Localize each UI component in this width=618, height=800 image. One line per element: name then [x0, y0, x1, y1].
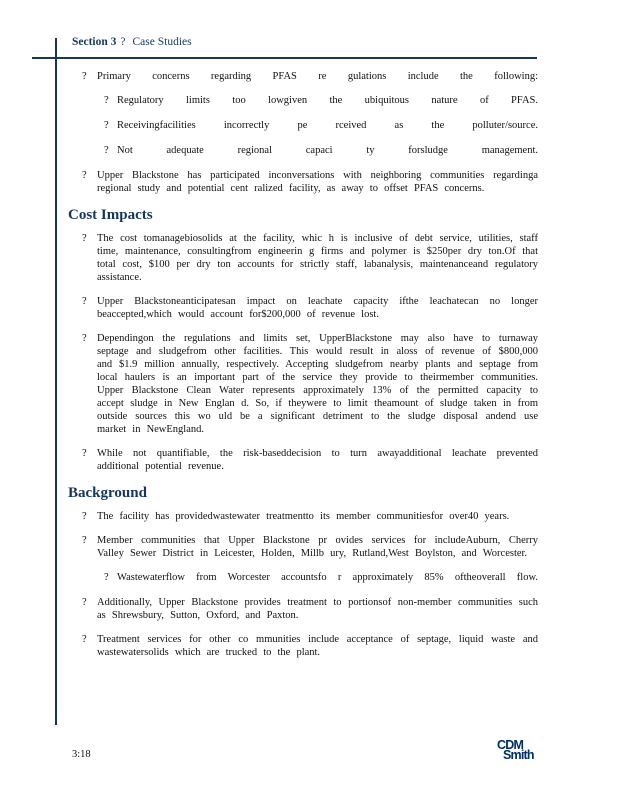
bullet-text: While not quantifiable, the risk-baseddecision to turn awayadditional leachate prevented additional potential revenue.	[97, 448, 538, 472]
bullet-item	[80, 596, 538, 622]
cdm-smith-logo	[497, 738, 534, 762]
bullet-item	[80, 332, 538, 436]
bullet-item	[102, 119, 538, 132]
bullet-item	[80, 295, 538, 321]
bullet-marker-icon: ?	[82, 448, 87, 459]
bullet-text: Treatment services for other co mmunities include acceptance of septage, liquid waste and wastewatersolids which are trucked to the plant.	[97, 634, 538, 658]
bullet-marker-icon: ?	[104, 95, 109, 106]
bullet-marker-icon: ?	[104, 120, 109, 131]
bullet-item	[80, 447, 538, 473]
section-heading: Background	[68, 485, 147, 501]
bullet-marker-icon: ?	[82, 233, 87, 244]
section-heading: Cost Impacts	[68, 207, 153, 223]
bullet-text: Receivingfacilities incorrectly pe rceived as the polluter/source.	[117, 120, 538, 131]
bullet-text: Upper Blackstone has participated inconversations with neighboring communities regardinga regional study and potential cent ralized facility, as away to offset PFAS concerns.	[97, 170, 538, 194]
bullet-marker-icon: ?	[104, 572, 109, 583]
document-body	[68, 70, 538, 670]
bullet-item	[102, 94, 538, 107]
bullet-marker-icon: ?	[82, 535, 87, 546]
bullet-item	[80, 232, 538, 284]
bullet-text: Regulatory limits too lowgiven the ubiquitous nature of PFAS.	[117, 95, 538, 106]
header-horizontal-rule	[32, 57, 537, 59]
bullet-item	[80, 169, 538, 195]
bullet-marker-icon: ?	[82, 597, 87, 608]
bullet-item	[80, 534, 538, 560]
bullet-marker-icon: ?	[82, 511, 87, 522]
bullet-text: Wastewaterflow from Worcester accountsfo r approximately 85% oftheoverall flow.	[117, 572, 538, 583]
bullet-item	[102, 571, 538, 584]
bullet-text: Member communities that Upper Blackstone pr ovides services for includeAuburn, Cherry Valley Sewer District in Leicester, Holden, Millb ury, Rutland,West Boylston, and Worcester.	[97, 535, 538, 559]
header-section-label: Section 3	[72, 36, 117, 48]
bullet-item	[80, 510, 538, 523]
bullet-marker-icon: ?	[104, 145, 109, 156]
page-number: 3:18	[72, 749, 91, 760]
header-separator: ?	[120, 36, 126, 48]
bullet-item	[80, 633, 538, 659]
header-title: Case Studies	[132, 36, 192, 48]
bullet-marker-icon: ?	[82, 634, 87, 645]
bullet-text: Dependingon the regulations and limits set, UpperBlackstone may also have to turnaway septage and sludgefrom other facilities. This would result in aloss of revenue of $800,000 and $1.9 million annually, respectively. Accepting sludgefrom nearby plants and septage from local haulers is an important part of the service they provide to theirmember communities. Upper Blackstone Clean Water represents approximately 13% of the permitted capacity to accept sludge in New Englan d. So, if theywere to limit theamount of sludge taken in from outside sources this wo uld be a significant detriment to the sludge disposal andend use market in NewEngland.	[97, 333, 538, 435]
bullet-text: Upper Blackstoneanticipatesan impact on leachate capacity ifthe leachatecan no longer beaccepted,which would account for$200,000 of revenue lost.	[97, 296, 538, 320]
bullet-text: The cost tomanagebiosolids at the facility, whic h is inclusive of debt service, utilities, staff time, maintenance, consultingfrom engineerin g firms and polymer is $250per dry ton.Of that total cost, $100 per dry ton accounts for strictly staff, labanalysis, maintenanceand regulatory assistance.	[97, 233, 538, 283]
bullet-marker-icon: ?	[82, 170, 87, 181]
bullet-marker-icon: ?	[82, 296, 87, 307]
bullet-marker-icon: ?	[82, 333, 87, 344]
page-header	[72, 36, 192, 48]
left-vertical-rule	[55, 38, 57, 725]
bullet-text: Primary concerns regarding PFAS re gulations include the following:	[97, 71, 538, 82]
bullet-text: The facility has providedwastewater treatmentto its member communitiesfor over40 years.	[97, 511, 510, 522]
bullet-text: Not adequate regional capaci ty forsludge management.	[117, 145, 538, 156]
bullet-item	[80, 70, 538, 83]
logo-line-2: Smith	[503, 747, 534, 762]
logo-line-1: CDM	[497, 738, 524, 752]
bullet-marker-icon: ?	[82, 71, 87, 82]
bullet-text: Additionally, Upper Blackstone provides treatment to portionsof non-member communities such as Shrewsbury, Sutton, Oxford, and Paxton.	[97, 597, 538, 621]
bullet-item	[102, 144, 538, 157]
